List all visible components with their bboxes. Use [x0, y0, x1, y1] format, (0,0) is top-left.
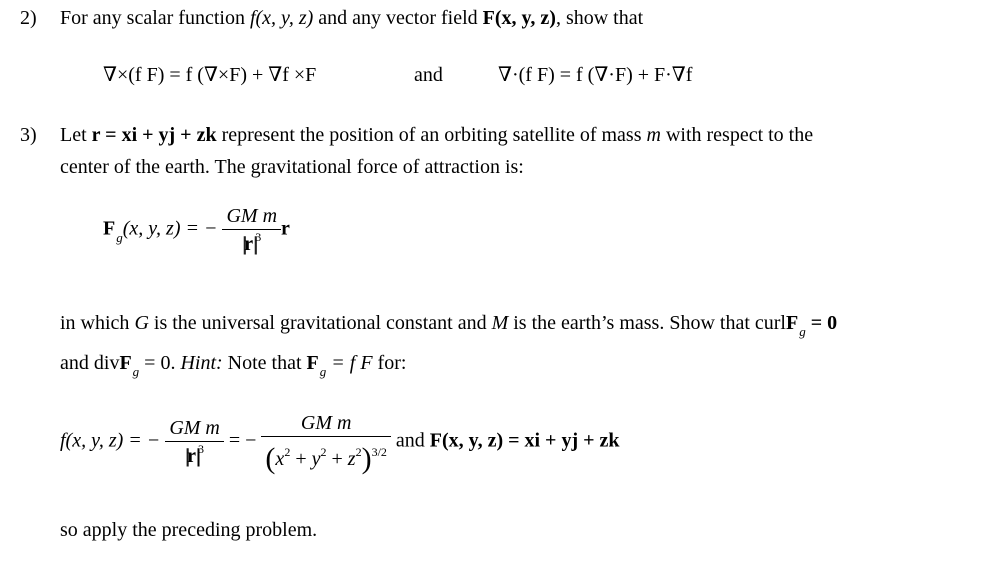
force-fraction — [222, 206, 281, 254]
den-x-sq: 2 — [284, 445, 291, 459]
force-r-vector: r — [281, 217, 290, 240]
hint-eq: = f F — [326, 352, 373, 374]
f-norm-exponent: 3 — [198, 442, 205, 456]
earth-mass-M: M — [491, 312, 509, 334]
f-and: and — [395, 429, 430, 452]
den-y-sq: 2 — [320, 445, 327, 459]
problem-3-number: 3) — [20, 124, 37, 146]
f-equation — [60, 412, 620, 475]
F-def: F(x, y, z) = xi + yj + zk — [429, 429, 620, 452]
curl-Fg-sub: g — [799, 324, 806, 339]
p3-let: Let — [60, 124, 92, 146]
f-fraction-2 — [261, 412, 390, 475]
div-zero: = 0. — [139, 352, 181, 374]
problem-3-line-3 — [60, 312, 838, 339]
f-fraction-1 — [165, 418, 224, 466]
curl-label: curl — [754, 312, 786, 334]
f-norm-r: r — [187, 445, 197, 467]
norm-exponent: 3 — [255, 230, 262, 244]
f-numerator-1: GM m — [169, 417, 220, 439]
and-label: and — [414, 64, 443, 86]
f-of-xyz: f(x, y, z) — [249, 7, 314, 29]
p3-mid-b: is the universal gravitational constant and — [148, 312, 492, 334]
f-eq-minus: = − — [223, 429, 257, 452]
problem-3-line-2: center of the earth. The gravitational force of attraction is: — [60, 156, 524, 178]
div-Fg: F — [119, 352, 132, 374]
p3-line1-b: represent the position of an orbiting satellite of mass — [216, 124, 647, 146]
f-numerator-2: GM m — [300, 412, 352, 434]
force-denominator: $||r||^3$ — [222, 229, 281, 254]
force-equation — [103, 206, 290, 254]
force-sub-g: g — [116, 229, 123, 245]
closing-line: so apply the preceding problem. — [60, 519, 318, 541]
force-args: (x, y, z) = − — [122, 217, 218, 240]
force-numerator: GM m — [226, 205, 278, 227]
mass-m: m — [646, 124, 661, 146]
p2-intro-b: and any vector field — [313, 7, 483, 29]
p3-and: and — [60, 352, 94, 374]
f-denominator-2: $(x^2 + y^2 + z^2)^{3/2}$ — [261, 436, 390, 471]
hint-text: Note that — [222, 352, 307, 374]
curl-Fg: F — [785, 312, 799, 334]
den-z-sq: 2 — [355, 445, 362, 459]
div-Fg-sub: g — [132, 364, 140, 379]
position-vector-def: r = xi + yj + zk — [91, 124, 217, 146]
hint-Fg: F — [306, 352, 319, 374]
const-G: G — [134, 312, 149, 334]
p3-mid-c: is the earth’s mass. Show that — [508, 312, 755, 334]
div-label: div — [93, 352, 120, 374]
curl-zero: = 0 — [805, 312, 838, 334]
den-y: y — [311, 448, 321, 470]
problem-3-line-1 — [60, 125, 813, 145]
p3-mid-a: in which — [60, 312, 135, 334]
p2-intro-c: , show that — [555, 7, 644, 29]
div-identity: ∇·(f F) = f (∇·F) + F·∇f — [498, 64, 693, 86]
F-of-xyz: F(x, y, z) — [482, 7, 556, 29]
den-z: z — [347, 448, 356, 470]
p3-line1-c: with respect to the — [660, 124, 814, 146]
hint-Fg-sub: g — [319, 364, 327, 379]
hint-label: Hint: — [180, 352, 223, 374]
problem-2-number: 2) — [20, 7, 37, 29]
problem-3-line-4 — [60, 352, 407, 379]
den-x: x — [275, 448, 285, 470]
den-exponent: 3/2 — [371, 445, 387, 459]
hint-for: for: — [372, 352, 407, 374]
norm-r: r — [244, 233, 254, 255]
f-denominator-1: $||r||^3$ — [165, 441, 224, 466]
curl-identity: ∇×(f F) = f (∇×F) + ∇f ×F — [103, 64, 317, 86]
p2-intro-a: For any scalar function — [60, 7, 250, 29]
problem-2-statement — [60, 8, 643, 28]
f-lhs: f(x, y, z) = − — [60, 429, 161, 452]
force-F: F — [103, 217, 116, 240]
